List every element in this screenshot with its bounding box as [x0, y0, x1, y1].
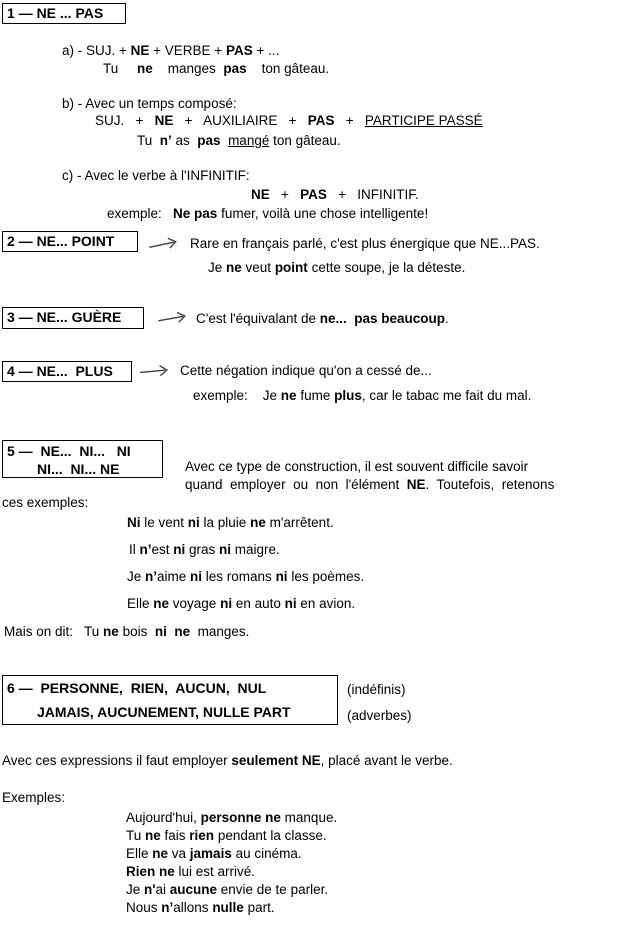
rule-6-label-indefinis: (indéfinis) [347, 682, 406, 697]
text-segment: pendant la classe. [214, 828, 327, 843]
text-segment: PAS [307, 113, 335, 128]
rule-1-example-c [107, 206, 428, 222]
rule-4-title: 4 — NE... PLUS [7, 363, 113, 379]
text-segment: as [171, 133, 198, 148]
text-segment: Je [127, 569, 146, 584]
text-segment: gras [185, 542, 220, 557]
text-segment: fumer, voilà une chose intelligente! [217, 206, 429, 221]
text-segment: Cette négation indique qu'on a cessé de... [180, 363, 432, 378]
text-segment: PARTICIPE PASSÉ [364, 113, 483, 128]
text-segment: PAS [300, 187, 327, 202]
rule-6-example-4 [126, 864, 255, 880]
text-segment: plus [334, 388, 362, 403]
text-segment: + INFINITIF. [326, 187, 419, 202]
rule-6-box [2, 675, 338, 725]
text-segment: Rare en français parlé, c'est plus énergique que NE...PAS. [190, 236, 540, 251]
rule-2-title: 2 — NE... POINT [7, 233, 115, 249]
text-segment: seulement NE [231, 753, 321, 768]
text-segment: Rien ne [126, 864, 175, 879]
text-segment: bois [118, 624, 155, 639]
text-segment: Exemples: [2, 790, 66, 805]
text-segment: veut [241, 260, 275, 275]
text-segment: Tu [126, 828, 146, 843]
text-segment: point [274, 260, 308, 275]
text-segment: . Toutefois, retenons [425, 477, 555, 492]
text-segment: ni [190, 569, 203, 584]
rule-6-example-3 [126, 846, 302, 862]
text-segment: Avec ce type de construction, il est souvent difficile savoir [185, 459, 529, 474]
arrow-right-icon [147, 233, 184, 256]
text-segment: aime [157, 569, 191, 584]
text-segment: ni [220, 596, 233, 611]
rule-2-box [2, 231, 138, 252]
text-segment: en auto [232, 596, 285, 611]
rule-6-example-6 [126, 900, 275, 916]
text-segment: est [151, 542, 174, 557]
text-segment: Tu [137, 133, 160, 148]
rule-5-example-1 [127, 515, 334, 531]
text-segment: allons [173, 900, 213, 915]
text-segment: , placé avant le verbe. [320, 753, 453, 768]
text-segment: Je [208, 260, 227, 275]
text-segment: ne [174, 624, 191, 639]
text-segment: a) - SUJ. + [62, 43, 131, 58]
text-segment: n' [144, 882, 156, 897]
text-segment: Avec ces expressions il faut employer [2, 753, 232, 768]
text-segment: ne [145, 828, 161, 843]
arrow-right-icon [138, 362, 173, 381]
rule-5-title-line-2: NI... NI... NE [37, 461, 120, 477]
rule-5-example-2 [129, 542, 280, 558]
rule-1-example-a [103, 61, 329, 77]
text-segment: Je [126, 882, 145, 897]
rule-1-formula-a [62, 43, 279, 59]
text-segment: exemple: [107, 206, 174, 221]
text-segment: pas [223, 61, 247, 76]
text-segment: manges [152, 61, 224, 76]
text-segment: ne [250, 515, 266, 530]
text-segment: fume [296, 388, 335, 403]
text-segment: Elle [127, 596, 154, 611]
rule-6-example-5 [126, 882, 328, 898]
text-segment: ne... pas beaucoup [319, 311, 446, 326]
text-segment: ai [155, 882, 170, 897]
text-segment: ces exemples: [2, 495, 89, 510]
text-segment: envie de te parler. [217, 882, 329, 897]
text-segment: fais [160, 828, 190, 843]
rule-1-box [2, 3, 126, 24]
text-segment: maigre. [231, 542, 280, 557]
text-segment: en avion. [296, 596, 356, 611]
text-segment: les poèmes. [287, 569, 365, 584]
text-segment: ni [173, 542, 186, 557]
text-segment: ton gâteau. [246, 61, 330, 76]
rule-5-box [2, 440, 163, 478]
text-segment: le vent [140, 515, 188, 530]
text-segment: Mais on dit: Tu [4, 624, 104, 639]
rule-5-description-line-1 [185, 459, 528, 475]
rule-5-description-line-2 [185, 477, 554, 493]
rule-1-formula-c [251, 187, 419, 203]
text-segment: n’ [145, 569, 158, 584]
text-segment: ni [219, 542, 232, 557]
text-segment: + [269, 187, 301, 202]
text-segment: ne [226, 260, 242, 275]
text-segment: ne [152, 846, 169, 861]
text-segment: nulle [212, 900, 244, 915]
text-segment: pas [197, 133, 221, 148]
text-segment: jamais [189, 846, 232, 861]
text-segment: PAS [225, 43, 253, 58]
text-segment: lui est arrivé. [174, 864, 256, 879]
text-segment: NE [251, 187, 270, 202]
text-segment: ne [137, 61, 153, 76]
rule-6-examples-heading [2, 790, 65, 806]
text-segment: personne ne [200, 810, 281, 825]
text-segment: Elle [126, 846, 153, 861]
text-segment: manque. [280, 810, 338, 825]
text-segment: + AUXILIAIRE + [173, 113, 308, 128]
text-segment: ni [154, 624, 167, 639]
text-segment: . [445, 311, 449, 326]
text-segment: quand employer ou non l'élément [185, 477, 407, 492]
text-segment: C'est l'équivalant de [196, 311, 320, 326]
rule-6-title-line-1: 6 — PERSONNE, RIEN, AUCUN, NUL [7, 680, 267, 696]
rule-5-example-3 [127, 569, 364, 585]
rule-1-example-b [137, 133, 341, 149]
rule-4-box [2, 361, 132, 382]
text-segment: + VERBE + [149, 43, 226, 58]
rule-4-example [193, 388, 531, 404]
rule-5-example-4 [127, 596, 355, 612]
rule-1-title: 1 — NE ... PAS [7, 5, 104, 21]
text-segment: Ni [127, 515, 141, 530]
text-segment: manges. [190, 624, 250, 639]
text-segment: la pluie [199, 515, 251, 530]
text-segment: va [168, 846, 190, 861]
text-segment: + [334, 113, 365, 128]
text-segment: n’ [159, 133, 172, 148]
text-segment: b) - Avec un temps composé: [62, 96, 237, 111]
rule-3-description [196, 311, 449, 327]
text-segment: Il [129, 542, 140, 557]
text-segment: ni [275, 569, 288, 584]
text-segment: rien [189, 828, 215, 843]
text-segment: NE [406, 477, 426, 492]
rule-5-title-line-1: 5 — NE... NI... NI [7, 443, 131, 459]
text-segment: ne [153, 596, 170, 611]
rule-1-formula-b [95, 113, 483, 129]
text-segment: ni [187, 515, 200, 530]
rule-6-example-1 [126, 810, 337, 826]
text-segment: , car le tabac me fait du mal. [361, 388, 532, 403]
rule-6-description [2, 753, 453, 769]
text-segment: SUJ. + [95, 113, 155, 128]
rule-6-label-adverbes: (adverbes) [347, 708, 412, 723]
text-segment: Ne pas [173, 206, 218, 221]
rule-3-title: 3 — NE... GUÈRE [7, 309, 122, 325]
rule-3-box [2, 307, 144, 329]
text-segment: au cinéma. [231, 846, 302, 861]
text-segment: NE [130, 43, 150, 58]
rule-1-subtitle-b [62, 96, 237, 112]
text-segment: NE [154, 113, 174, 128]
text-segment: Nous [126, 900, 162, 915]
arrow-right-icon [156, 307, 192, 329]
rule-6-title-line-2: JAMAIS, AUCUNEMENT, NULLE PART [37, 704, 291, 720]
rule-4-description [180, 363, 432, 379]
rule-1-subtitle-c [62, 168, 250, 184]
text-segment: ne [280, 388, 297, 403]
text-segment: aucune [169, 882, 218, 897]
rule-6-example-2 [126, 828, 327, 844]
text-segment: ni [284, 596, 297, 611]
text-segment: cette soupe, je la déteste. [307, 260, 466, 275]
text-segment: part. [243, 900, 275, 915]
rule-5-lead-in [2, 495, 88, 511]
text-segment: mangé [228, 133, 270, 148]
text-segment: n’ [139, 542, 152, 557]
rule-2-description [190, 236, 540, 252]
text-segment: n’ [161, 900, 174, 915]
text-segment: exemple: Je [193, 388, 281, 403]
text-segment [221, 133, 229, 148]
text-segment: les romans [202, 569, 276, 584]
text-segment: ne [103, 624, 119, 639]
text-segment: c) - Avec le verbe à l'INFINITIF: [62, 168, 250, 183]
rule-2-example [208, 260, 465, 276]
text-segment: ton gâteau. [269, 133, 341, 148]
text-segment: m'arrêtent. [265, 515, 334, 530]
text-segment: Tu [103, 61, 138, 76]
rule-5-contrast-example [4, 624, 249, 640]
text-segment: + ... [252, 43, 280, 58]
text-segment: voyage [169, 596, 221, 611]
text-segment: Aujourd'hui, [126, 810, 201, 825]
